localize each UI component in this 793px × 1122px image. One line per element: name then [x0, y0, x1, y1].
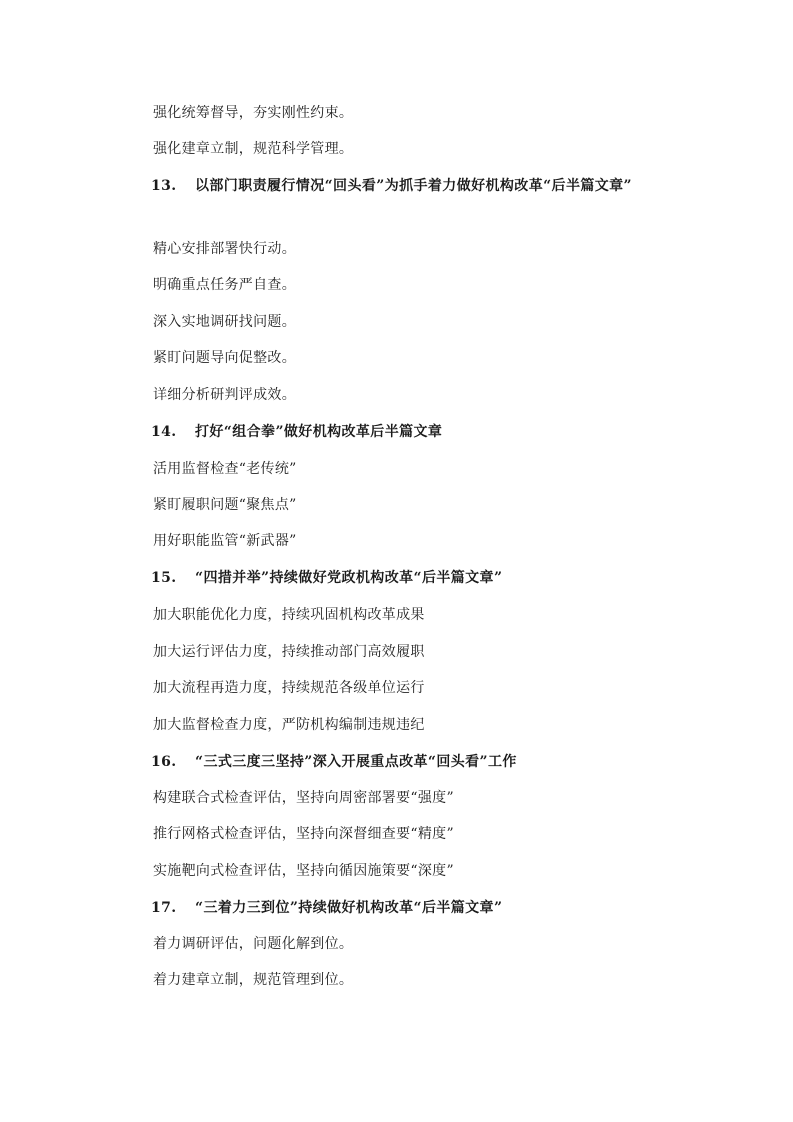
section-heading: [118, 420, 678, 445]
section-number: 15.: [151, 570, 177, 586]
section-heading: [118, 174, 678, 199]
body-line: 着力建章立制，规范管理到位。: [153, 972, 354, 988]
body-line: 构建联合式检查评估，坚持向周密部署要“强度”: [153, 790, 454, 806]
body-line: 深入实地调研找问题。: [153, 314, 296, 330]
section-number: 14.: [151, 424, 177, 440]
body-line: 活用监督检查“老传统”: [153, 461, 297, 477]
body-line: 紧盯履职问题“聚焦点”: [153, 497, 297, 513]
body-line: 强化建章立制，规范科学管理。: [153, 141, 354, 157]
section-heading: [118, 750, 678, 775]
section-title: “三着力三到位”持续做好机构改革“后半篇文章”: [195, 900, 503, 916]
body-line: 加大监督检查力度，严防机构编制违规违纪: [153, 717, 425, 733]
body-line: 实施靶向式检查评估，坚持向循因施策要“深度”: [153, 863, 454, 879]
body-line: 强化统筹督导，夯实刚性约束。: [153, 105, 354, 121]
section-number: 17.: [151, 900, 177, 916]
body-line: 精心安排部署快行动。: [153, 241, 296, 257]
body-line: 推行网格式检查评估，坚持向深督细查要“精度”: [153, 826, 454, 842]
body-line: 加大流程再造力度，持续规范各级单位运行: [153, 680, 425, 696]
section-title: “四措并举”持续做好党政机构改革“后半篇文章”: [195, 570, 503, 586]
body-line: 着力调研评估，问题化解到位。: [153, 936, 354, 952]
body-line: 加大运行评估力度，持续推动部门高效履职: [153, 644, 425, 660]
section-number: 13.: [151, 178, 177, 194]
body-line: 紧盯问题导向促整改。: [153, 350, 296, 366]
section-heading: [118, 566, 678, 591]
section-title: 打好“组合拳”做好机构改革后半篇文章: [195, 424, 443, 440]
body-line: 详细分析研判评成效。: [153, 387, 296, 403]
body-line: 明确重点任务严自查。: [153, 277, 296, 293]
section-title: 以部门职责履行情况“回头看”为抓手着力做好机构改革“后半篇文章”: [195, 178, 633, 194]
body-line: 用好职能监管“新武器”: [153, 533, 297, 549]
body-line: 加大职能优化力度，持续巩固机构改革成果: [153, 607, 425, 623]
section-heading: [118, 896, 678, 921]
section-title: “三式三度三坚持”深入开展重点改革“回头看”工作: [195, 754, 517, 770]
section-number: 16.: [151, 754, 177, 770]
